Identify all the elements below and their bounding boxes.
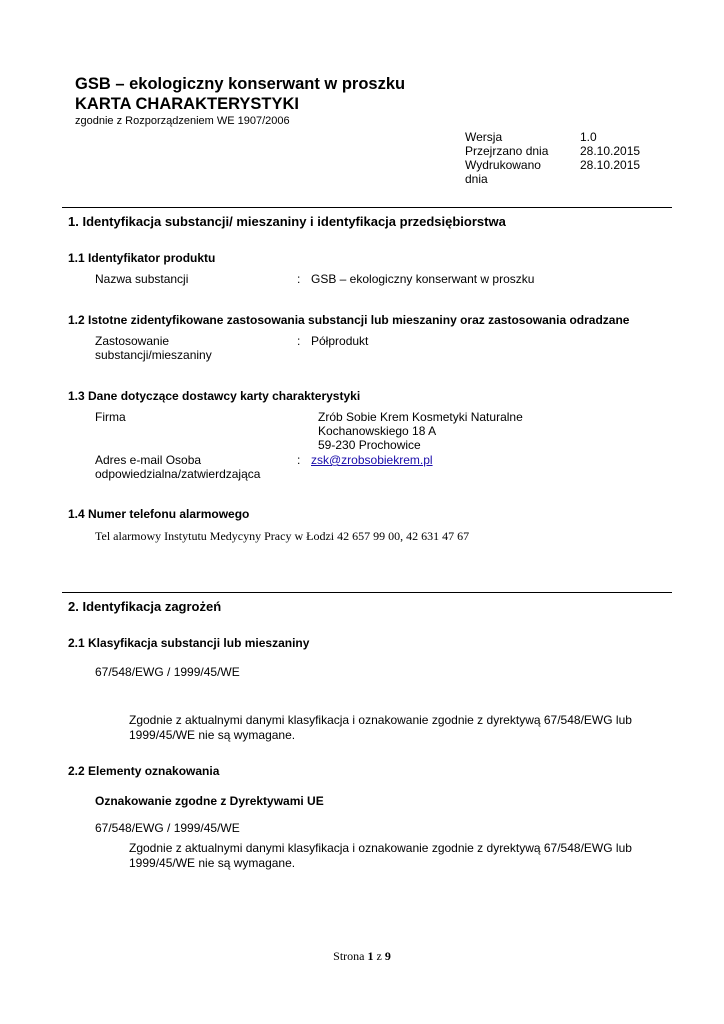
subsection-1-4-title: 1.4 Numer telefonu alarmowego	[68, 507, 250, 521]
section-2-title: 2. Identyfikacja zagrożeń	[68, 599, 222, 614]
meta-printed-label-wrap: dnia	[465, 172, 488, 186]
colon: :	[297, 272, 301, 286]
meta-printed-value: 28.10.2015	[580, 158, 641, 172]
meta-reviewed-label: Przejrzano dnia	[465, 144, 549, 158]
company-label: Firma	[95, 410, 126, 424]
colon: :	[297, 334, 301, 348]
meta-reviewed-value: 28.10.2015	[580, 144, 641, 158]
labeling-note-line1: Zgodnie z aktualnymi danymi klasyfikacja i oznakowanie zgodnie z dyrektywą 67/548/EWG lub	[129, 841, 632, 855]
subsection-2-1-title: 2.1 Klasyfikacja substancji lub mieszaniny	[68, 636, 310, 650]
labeling-subtitle: Oznakowanie zgodne z Dyrektywami UE	[95, 794, 324, 808]
colon: :	[297, 453, 301, 467]
directive-reference: 67/548/EWG / 1999/45/WE	[95, 665, 240, 679]
document-title: GSB – ekologiczny konserwant w proszku	[75, 75, 406, 93]
directive-reference: 67/548/EWG / 1999/45/WE	[95, 821, 240, 835]
page-of-word: z	[376, 949, 382, 963]
page-number: 1	[367, 949, 374, 963]
emergency-phone-text: Tel alarmowy Instytutu Medycyny Pracy w Łodzi 42 657 99 00, 42 631 47 67	[95, 529, 470, 543]
section-divider	[62, 592, 672, 593]
classification-note-line2: 1999/45/WE nie są wymagane.	[129, 728, 296, 742]
meta-version-value: 1.0	[580, 130, 597, 144]
usage-label-line1: Zastosowanie	[95, 334, 170, 348]
page-footer	[0, 949, 724, 964]
email-link[interactable]: zsk@zrobsobiekrem.pl	[311, 453, 433, 467]
usage-value: Półprodukt	[311, 334, 369, 348]
page-word: Strona	[333, 949, 365, 963]
usage-label-line2: substancji/mieszaniny	[95, 348, 212, 362]
meta-version-label: Wersja	[465, 130, 503, 144]
company-street: Kochanowskiego 18 A	[318, 424, 437, 438]
email-label-line2: odpowiedzialna/zatwierdzająca	[95, 467, 261, 481]
substance-name-value: GSB – ekologiczny konserwant w proszku	[311, 272, 535, 286]
meta-printed-label: Wydrukowano	[465, 158, 541, 172]
labeling-note-line2: 1999/45/WE nie są wymagane.	[129, 856, 296, 870]
page-total: 9	[384, 949, 391, 963]
document-type: KARTA CHARAKTERYSTYKI	[75, 95, 299, 113]
subsection-1-2-title: 1.2 Istotne zidentyfikowane zastosowania substancji lub mieszaniny oraz zastosowania odradzane	[68, 313, 630, 327]
company-city: 59-230 Prochowice	[318, 438, 421, 452]
regulation-reference: zgodnie z Rozporządzeniem WE 1907/2006	[75, 115, 290, 127]
email-label-line1: Adres e-mail Osoba	[95, 453, 202, 467]
company-name: Zrób Sobie Krem Kosmetyki Naturalne	[318, 410, 523, 424]
subsection-1-1-title: 1.1 Identyfikator produktu	[68, 251, 216, 265]
subsection-2-2-title: 2.2 Elementy oznakowania	[68, 764, 220, 778]
section-1-title: 1. Identyfikacja substancji/ mieszaniny i identyfikacja przedsiębiorstwa	[68, 214, 506, 229]
subsection-1-3-title: 1.3 Dane dotyczące dostawcy karty charakterystyki	[68, 389, 361, 403]
section-divider	[62, 207, 672, 208]
classification-note-line1: Zgodnie z aktualnymi danymi klasyfikacja i oznakowanie zgodnie z dyrektywą 67/548/EWG lub	[129, 713, 632, 727]
substance-name-label: Nazwa substancji	[95, 272, 189, 286]
